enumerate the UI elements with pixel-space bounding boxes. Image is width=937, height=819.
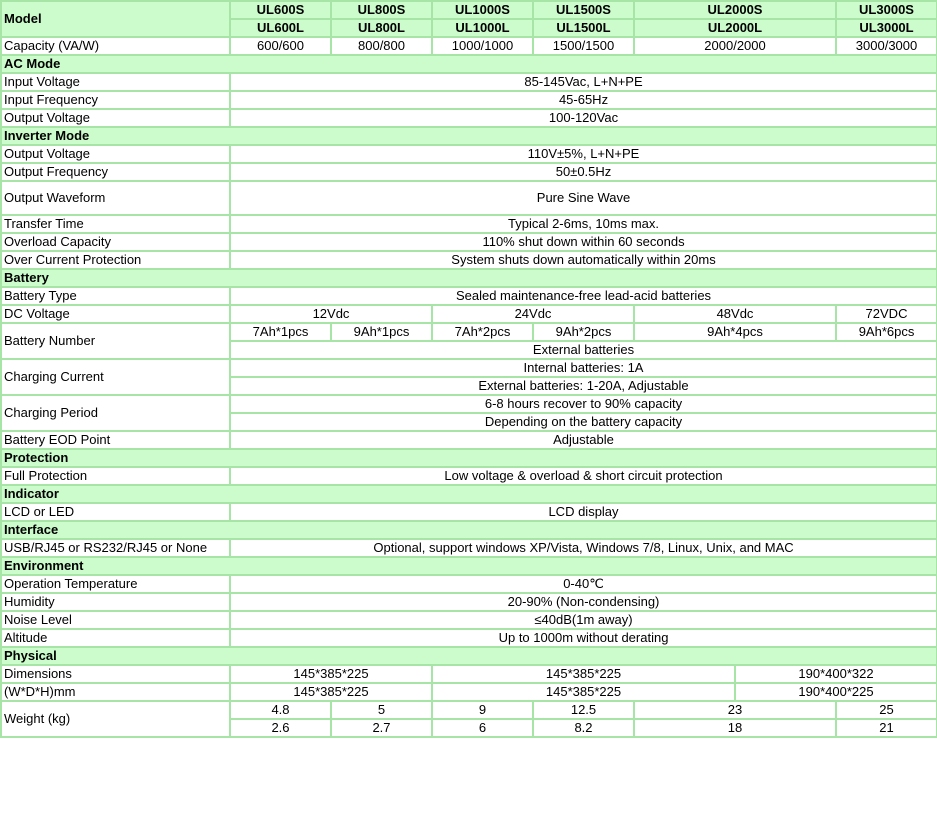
weight-1-3: 9: [432, 701, 533, 719]
section-title: Battery: [1, 269, 937, 287]
row-label: Input Frequency: [1, 91, 230, 109]
model-l-6: UL3000L: [836, 19, 937, 37]
row-label: USB/RJ45 or RS232/RJ45 or None: [1, 539, 230, 557]
weight-1-6: 25: [836, 701, 937, 719]
model-l-1: UL600L: [230, 19, 331, 37]
section-title: Inverter Mode: [1, 127, 937, 145]
weight-1-2: 5: [331, 701, 432, 719]
charging-period-2: Depending on the battery capacity: [230, 413, 937, 431]
wdh-1: 145*385*225: [230, 683, 432, 701]
wdh-2: 145*385*225: [432, 683, 735, 701]
row-value: 0-40℃: [230, 575, 937, 593]
table-row: [1, 109, 937, 127]
row-value: Typical 2-6ms, 10ms max.: [230, 215, 937, 233]
battery-number-6: 9Ah*6pcs: [836, 323, 937, 341]
row-value: Low voltage & overload & short circuit protection: [230, 467, 937, 485]
section-title: Protection: [1, 449, 937, 467]
table-row: [1, 431, 937, 449]
table-row: [1, 163, 937, 181]
section-title: Physical: [1, 647, 937, 665]
row-value: Sealed maintenance-free lead-acid batteries: [230, 287, 937, 305]
weight-2-5: 18: [634, 719, 836, 737]
model-s-4: UL1500S: [533, 1, 634, 19]
row-label: Output Waveform: [1, 181, 230, 215]
weight-1-1: 4.8: [230, 701, 331, 719]
charging-internal: Internal batteries: 1A: [230, 359, 937, 377]
table-row: [1, 665, 937, 683]
table-row: [1, 575, 937, 593]
table-row: [1, 539, 937, 557]
section-physical: [1, 647, 937, 665]
section-title: Interface: [1, 521, 937, 539]
section-ac-mode: [1, 55, 937, 73]
weight-2-2: 2.7: [331, 719, 432, 737]
model-l-3: UL1000L: [432, 19, 533, 37]
table-row: [1, 305, 937, 323]
table-row: [1, 287, 937, 305]
row-label: Output Frequency: [1, 163, 230, 181]
dc-voltage-1: 12Vdc: [230, 305, 432, 323]
weight-1-4: 12.5: [533, 701, 634, 719]
row-value: 50±0.5Hz: [230, 163, 937, 181]
weight-2-3: 6: [432, 719, 533, 737]
table-row: [1, 683, 937, 701]
table-row: [1, 181, 937, 215]
row-label: (W*D*H)mm: [1, 683, 230, 701]
external-batteries: External batteries: [230, 341, 937, 359]
battery-number-5: 9Ah*4pcs: [634, 323, 836, 341]
capacity-row: [1, 37, 937, 55]
weight-2-4: 8.2: [533, 719, 634, 737]
battery-number-3: 7Ah*2pcs: [432, 323, 533, 341]
table-row: [1, 395, 937, 413]
section-title: Indicator: [1, 485, 937, 503]
table-row: [1, 323, 937, 341]
weight-2-1: 2.6: [230, 719, 331, 737]
row-label: Output Voltage: [1, 109, 230, 127]
section-indicator: [1, 485, 937, 503]
capacity-5: 2000/2000: [634, 37, 836, 55]
capacity-1: 600/600: [230, 37, 331, 55]
dimensions-1: 145*385*225: [230, 665, 432, 683]
model-s-2: UL800S: [331, 1, 432, 19]
model-l-2: UL800L: [331, 19, 432, 37]
row-label: Noise Level: [1, 611, 230, 629]
model-row-s: [1, 1, 937, 19]
charging-external: External batteries: 1-20A, Adjustable: [230, 377, 937, 395]
row-label: Input Voltage: [1, 73, 230, 91]
row-label: Overload Capacity: [1, 233, 230, 251]
row-value: 110% shut down within 60 seconds: [230, 233, 937, 251]
row-value: 45-65Hz: [230, 91, 937, 109]
capacity-2: 800/800: [331, 37, 432, 55]
model-s-3: UL1000S: [432, 1, 533, 19]
row-label: DC Voltage: [1, 305, 230, 323]
table-row: [1, 629, 937, 647]
table-row: [1, 215, 937, 233]
row-value: ≤40dB(1m away): [230, 611, 937, 629]
dc-voltage-3: 48Vdc: [634, 305, 836, 323]
capacity-6: 3000/3000: [836, 37, 937, 55]
table-row: [1, 145, 937, 163]
table-row: [1, 611, 937, 629]
row-label: LCD or LED: [1, 503, 230, 521]
row-value: Pure Sine Wave: [230, 181, 937, 215]
row-value: Adjustable: [230, 431, 937, 449]
row-label: Transfer Time: [1, 215, 230, 233]
table-row: [1, 251, 937, 269]
section-interface: [1, 521, 937, 539]
section-battery: [1, 269, 937, 287]
capacity-4: 1500/1500: [533, 37, 634, 55]
model-l-5: UL2000L: [634, 19, 836, 37]
row-value: 110V±5%, L+N+PE: [230, 145, 937, 163]
row-label: Weight (kg): [1, 701, 230, 737]
table-row: [1, 91, 937, 109]
model-s-1: UL600S: [230, 1, 331, 19]
table-row: [1, 593, 937, 611]
dc-voltage-4: 72VDC: [836, 305, 937, 323]
row-value: 85-145Vac, L+N+PE: [230, 73, 937, 91]
capacity-label: Capacity (VA/W): [1, 37, 230, 55]
model-s-5: UL2000S: [634, 1, 836, 19]
table-row: [1, 233, 937, 251]
table-row: [1, 701, 937, 719]
dimensions-3: 190*400*322: [735, 665, 937, 683]
row-label: Charging Period: [1, 395, 230, 431]
model-s-6: UL3000S: [836, 1, 937, 19]
row-label: Output Voltage: [1, 145, 230, 163]
row-label: Battery EOD Point: [1, 431, 230, 449]
section-inverter-mode: [1, 127, 937, 145]
table-row: [1, 73, 937, 91]
row-value: Optional, support windows XP/Vista, Windows 7/8, Linux, Unix, and MAC: [230, 539, 937, 557]
row-label: Humidity: [1, 593, 230, 611]
section-title: Environment: [1, 557, 937, 575]
row-value: 20-90% (Non-condensing): [230, 593, 937, 611]
row-label: Dimensions: [1, 665, 230, 683]
battery-number-4: 9Ah*2pcs: [533, 323, 634, 341]
capacity-3: 1000/1000: [432, 37, 533, 55]
row-label: Operation Temperature: [1, 575, 230, 593]
row-value: Up to 1000m without derating: [230, 629, 937, 647]
wdh-3: 190*400*225: [735, 683, 937, 701]
row-label: Over Current Protection: [1, 251, 230, 269]
row-label: Full Protection: [1, 467, 230, 485]
section-title: AC Mode: [1, 55, 937, 73]
model-label: Model: [1, 1, 230, 37]
charging-period-1: 6-8 hours recover to 90% capacity: [230, 395, 937, 413]
dimensions-2: 145*385*225: [432, 665, 735, 683]
section-protection: [1, 449, 937, 467]
battery-number-2: 9Ah*1pcs: [331, 323, 432, 341]
row-label: Battery Type: [1, 287, 230, 305]
row-label: Altitude: [1, 629, 230, 647]
battery-number-1: 7Ah*1pcs: [230, 323, 331, 341]
row-value: System shuts down automatically within 20ms: [230, 251, 937, 269]
model-l-4: UL1500L: [533, 19, 634, 37]
row-label: Charging Current: [1, 359, 230, 395]
weight-1-5: 23: [634, 701, 836, 719]
row-label: Battery Number: [1, 323, 230, 359]
table-row: [1, 359, 937, 377]
table-row: [1, 467, 937, 485]
dc-voltage-2: 24Vdc: [432, 305, 634, 323]
row-value: LCD display: [230, 503, 937, 521]
table-row: [1, 503, 937, 521]
section-environment: [1, 557, 937, 575]
weight-2-6: 21: [836, 719, 937, 737]
row-value: 100-120Vac: [230, 109, 937, 127]
